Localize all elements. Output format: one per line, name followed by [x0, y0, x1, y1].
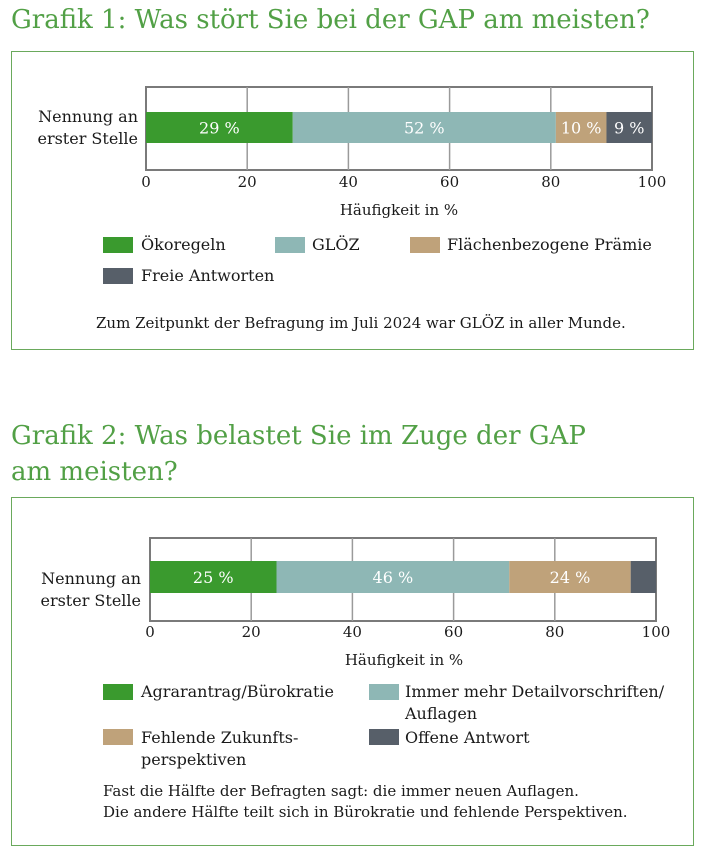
legend-label-zukunftsperspektiven-line2: perspektiven: [141, 750, 247, 769]
chart2-x-tick-label: 100: [641, 623, 671, 641]
legend-label-offene-antwort: Offene Antwort: [405, 728, 530, 747]
chart2-data-label-3: 24 %: [549, 568, 591, 587]
chart2-x-tick-label: 80: [545, 623, 565, 641]
legend-label-detailvorschriften-line1: Immer mehr Detailvorschriften/: [405, 682, 665, 701]
legend-label-gloez: GLÖZ: [312, 235, 360, 254]
chart2-x-axis-label: Häufigkeit in %: [344, 651, 464, 669]
chart1-note: Zum Zeitpunkt der Befragung im Juli 2024 war GLÖZ in aller Munde.: [96, 314, 626, 332]
legend-swatch-offene-antwort: [369, 729, 399, 745]
chart2-category-label-line1: Nennung an: [41, 569, 141, 588]
chart2-data-label-1: 25 %: [192, 568, 234, 587]
chart1-x-tick-label: 80: [541, 173, 561, 191]
chart2-title-line1: Grafik 2: Was belastet Sie im Zuge der GAP: [11, 421, 586, 451]
chart2-note-line2: Die andere Hälfte teilt sich in Bürokratie und fehlende Perspektiven.: [103, 803, 628, 821]
chart2-category-label-line2: erster Stelle: [40, 591, 141, 610]
chart1-data-label-1: 29 %: [199, 118, 240, 138]
chart1-x-tick-label: 40: [338, 173, 358, 191]
chart2-plot-area: [145, 538, 670, 641]
chart1-x-axis-label: Häufigkeit in %: [339, 201, 459, 219]
chart1-category-label-line2: erster Stelle: [37, 129, 138, 148]
legend-swatch-zukunftsperspektiven: [103, 729, 133, 745]
chart2-bar-segment-4: [631, 561, 656, 593]
chart1-x-tick-label: 60: [440, 173, 460, 191]
legend-swatch-detailvorschriften: [369, 684, 399, 700]
chart2-x-tick-label: 60: [444, 623, 464, 641]
chart1-x-tick-label: 20: [237, 173, 257, 191]
legend-label-flaechenpraemie: Flächenbezogene Prämie: [447, 235, 652, 254]
chart1-data-label-4: 9 %: [613, 118, 645, 138]
legend-label-freie-antworten: Freie Antworten: [141, 266, 275, 285]
chart1-data-label-2: 52 %: [403, 118, 445, 138]
chart2-x-tick-label: 40: [342, 623, 362, 641]
legend-label-oekoregeln: Ökoregeln: [141, 235, 226, 254]
chart2-title-line2: am meisten?: [11, 457, 178, 487]
chart2-x-tick-label: 0: [145, 623, 155, 641]
chart2-data-label-2: 46 %: [372, 568, 414, 587]
legend-label-zukunftsperspektiven-line1: Fehlende Zukunfts-: [141, 728, 299, 747]
chart2-note-line1: Fast die Hälfte der Befragten sagt: die immer neuen Auflagen.: [103, 782, 579, 800]
legend-swatch-agrarantrag: [103, 684, 133, 700]
chart1-x-tick-label: 100: [637, 173, 667, 191]
legend-label-agrarantrag: Agrarantrag/Bürokratie: [141, 682, 334, 701]
chart1-data-label-3: 10 %: [560, 118, 602, 138]
chart2-x-tick-label: 20: [241, 623, 261, 641]
chart1-title: Grafik 1: Was stört Sie bei der GAP am meisten?: [11, 5, 650, 35]
chart1-x-tick-label: 0: [141, 173, 151, 191]
chart1-category-label-line1: Nennung an: [38, 107, 138, 126]
legend-label-detailvorschriften-line2: Auflagen: [405, 704, 478, 723]
